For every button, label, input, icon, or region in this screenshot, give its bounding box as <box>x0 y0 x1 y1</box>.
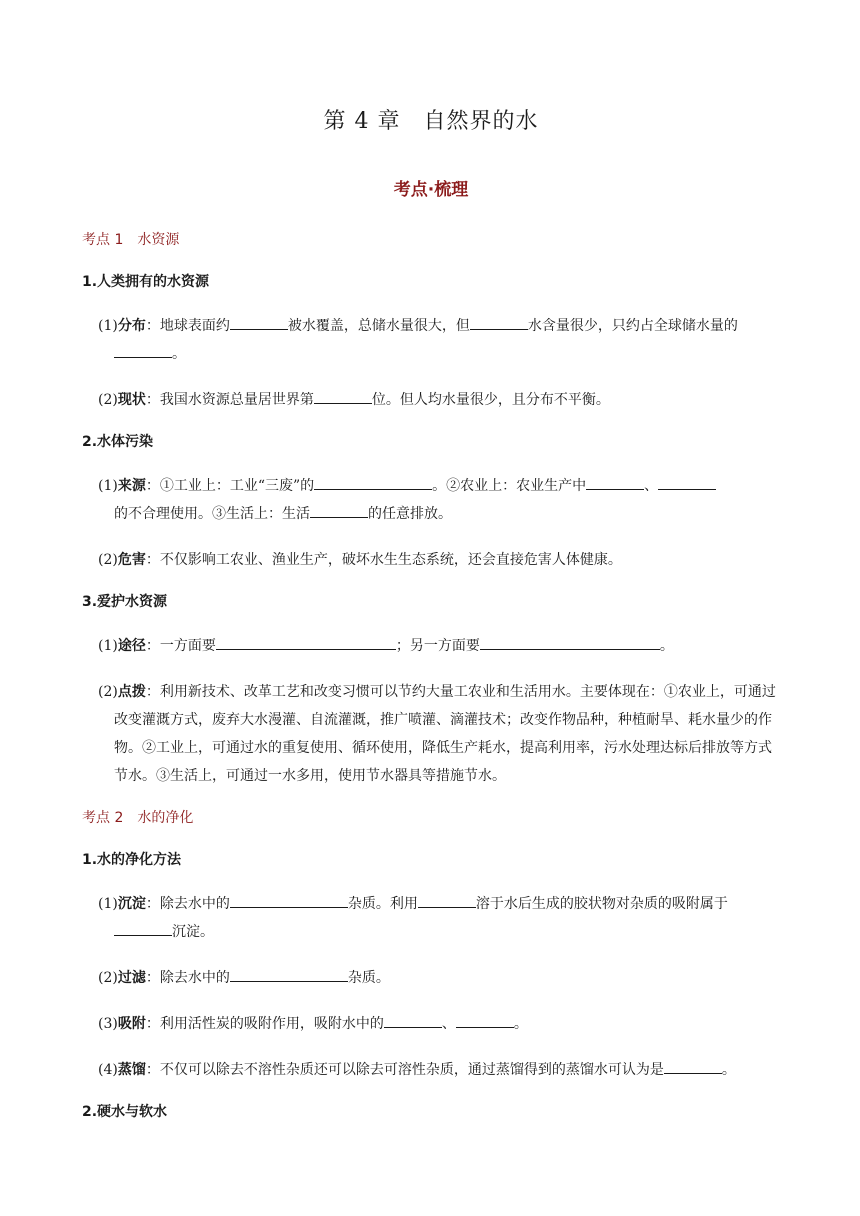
fill-blank[interactable] <box>384 1013 442 1028</box>
item-text: ：不仅影响工农业、渔业生产，破坏水生生态系统，还会直接危害人体健康。 <box>145 552 622 568</box>
item-text: ：①工业上：工业“三废”的 <box>145 478 315 494</box>
item-pollution-source <box>98 472 780 528</box>
kaodian-name: 水的净化 <box>137 810 194 826</box>
item-number: (1) <box>98 896 118 912</box>
fill-blank[interactable] <box>470 315 528 330</box>
item-number: (4) <box>98 1062 118 1078</box>
item-text: 被水覆盖，总储水量很大，但 <box>287 318 470 334</box>
kaodian-2-heading <box>82 808 780 828</box>
item-text: ：一方面要 <box>145 638 216 654</box>
heading-hard-soft-water: 2.硬水与软水 <box>82 1104 168 1120</box>
kaodian-1-heading <box>82 230 780 250</box>
heading-purification-methods: 1.水的净化方法 <box>82 852 182 868</box>
item-text: 。 <box>721 1062 736 1078</box>
item-text: 溶于水后生成的胶状物对杂质的吸附属于 <box>475 896 728 912</box>
heading-water-pollution: 2.水体污染 <box>82 434 154 450</box>
item-text: 。 <box>513 1016 528 1032</box>
item-number: (2) <box>98 684 118 700</box>
item-distillation <box>98 1056 780 1084</box>
item-label: 蒸馏 <box>117 1062 146 1078</box>
item-text: ；另一方面要 <box>395 638 480 654</box>
fill-blank[interactable] <box>658 475 716 490</box>
item-label: 来源 <box>117 478 146 494</box>
fill-blank[interactable] <box>586 475 644 490</box>
item-text: ：不仅可以除去不溶性杂质还可以除去可溶性杂质，通过蒸馏得到的蒸馏水可认为是 <box>145 1062 664 1078</box>
item-text: ：除去水中的 <box>145 970 230 986</box>
item-text: ：除去水中的 <box>145 896 230 912</box>
item-number: (2) <box>98 970 118 986</box>
item-text: 、 <box>441 1016 456 1032</box>
fill-blank[interactable] <box>418 893 476 908</box>
kaodian-number: 考点 1 <box>82 232 124 248</box>
item-label: 点拨 <box>117 684 146 700</box>
item-label: 过滤 <box>117 970 146 986</box>
item-label: 分布 <box>117 318 146 334</box>
fill-blank[interactable] <box>314 389 372 404</box>
fill-blank[interactable] <box>216 635 396 650</box>
fill-blank[interactable] <box>230 967 348 982</box>
item-text: 杂质。 <box>347 970 390 986</box>
fill-blank[interactable] <box>230 315 288 330</box>
kaodian-name: 水资源 <box>137 232 180 248</box>
item-adsorption <box>98 1010 780 1038</box>
item-text: 。 <box>172 346 186 362</box>
item-text: 的不合理使用。③生活上：生活 <box>114 506 310 522</box>
chapter-title: 第 4 章 自然界的水 <box>323 109 539 134</box>
item-text: ：利用新技术、改革工艺和改变习惯可以节约大量工农业和生活用水。主要体现在：①农业上，可通过改变灌溉方式，废弃大水漫灌、自流灌溉，推广喷灌、滴灌技术；改变作物品种，种植耐旱、耗水量少的作物。②工业上，可通过水的重复使用、循环使用，降低生产耗水，提高利用率，污水处理达标后排放等方式节水。③生活上，可通过一水多用，使用节水器具等措施节水。 <box>114 684 776 784</box>
item-number: (1) <box>98 318 118 334</box>
fill-blank[interactable] <box>456 1013 514 1028</box>
item-distribution <box>98 312 780 368</box>
item-text: 杂质。利用 <box>347 896 418 912</box>
item-pollution-harm <box>98 546 780 574</box>
fill-blank[interactable] <box>480 635 660 650</box>
fill-blank[interactable] <box>114 921 172 936</box>
section-title: 考点·梳理 <box>393 180 469 200</box>
kaodian-number: 考点 2 <box>82 810 124 826</box>
item-approach <box>98 632 780 660</box>
item-text: 。②农业上：农业生产中 <box>432 478 587 494</box>
item-text: ：地球表面约 <box>145 318 230 334</box>
item-text: 水含量很少，只约占全球储水量的 <box>527 318 738 334</box>
item-label: 现状 <box>117 392 146 408</box>
item-text: ：利用活性炭的吸附作用，吸附水中的 <box>145 1016 384 1032</box>
item-label: 吸附 <box>117 1016 146 1032</box>
heading-water-resources: 1.人类拥有的水资源 <box>82 274 210 290</box>
item-label: 危害 <box>117 552 146 568</box>
item-text: 的任意排放。 <box>368 506 452 522</box>
item-filtration <box>98 964 780 992</box>
item-label: 沉淀 <box>117 896 146 912</box>
item-number: (1) <box>98 638 118 654</box>
item-sedimentation <box>98 890 780 946</box>
item-number: (3) <box>98 1016 118 1032</box>
fill-blank[interactable] <box>314 475 432 490</box>
item-status <box>98 386 780 414</box>
item-text: 。 <box>659 638 674 654</box>
item-text: 位。但人均水量很少，且分布不平衡。 <box>371 392 610 408</box>
heading-protect-water: 3.爱护水资源 <box>82 594 168 610</box>
item-text: 、 <box>644 478 659 494</box>
fill-blank[interactable] <box>230 893 348 908</box>
item-text: 沉淀。 <box>172 924 214 940</box>
item-tips <box>98 678 780 790</box>
fill-blank[interactable] <box>664 1059 722 1074</box>
item-text: ：我国水资源总量居世界第 <box>145 392 314 408</box>
item-number: (1) <box>98 478 118 494</box>
item-number: (2) <box>98 392 118 408</box>
fill-blank[interactable] <box>114 343 172 358</box>
item-label: 途径 <box>117 638 146 654</box>
item-number: (2) <box>98 552 118 568</box>
fill-blank[interactable] <box>310 503 368 518</box>
